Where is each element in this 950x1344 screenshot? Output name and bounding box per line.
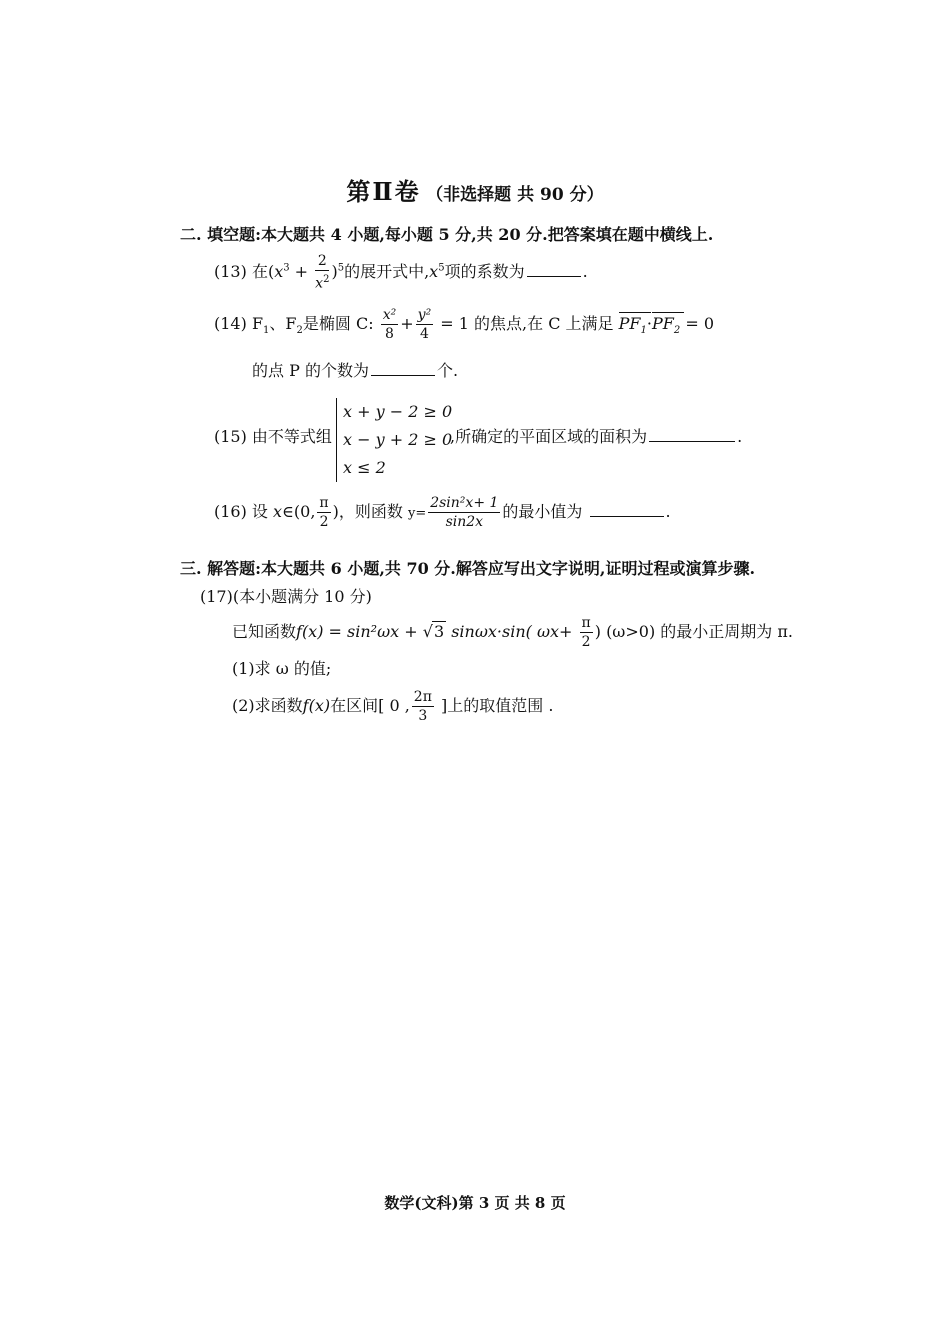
q16-text: 的最小值为 xyxy=(502,502,583,521)
section3-header: 三. 解答题:本大题共 6 小题,共 70 分.解答应写出文字说明,证明过程或演算步骤. xyxy=(180,559,756,578)
q17-eq: = sin²ωx + xyxy=(323,622,423,641)
q17-pi-num: π xyxy=(581,615,591,631)
question-16 xyxy=(214,494,671,531)
q14-eq1: = 1 的焦点,在 C 上满足 xyxy=(440,314,614,333)
q13-text2: 项的系数为 xyxy=(444,261,525,281)
q14-vec2-sub: 2 xyxy=(673,325,681,337)
q13-plus: + xyxy=(289,261,314,281)
q13-x3: x xyxy=(274,261,284,281)
q14-sep: 、F xyxy=(269,314,297,333)
q17-part2-mid: 在区间[ 0 , xyxy=(330,696,410,715)
q16-in: ∈(0, xyxy=(282,502,316,521)
q15-ineq-1: x + y − 2 ≥ 0 xyxy=(343,402,453,421)
q14-sub2: 2 xyxy=(296,325,303,337)
q17-pi-den: 2 xyxy=(581,634,591,650)
q15-number: (15) 由不等式组 xyxy=(214,427,332,446)
question-13 xyxy=(214,252,588,293)
q14-vec2-label: PF xyxy=(651,314,674,333)
q17-part2-pre: (2)求函数 xyxy=(232,696,303,715)
q16-y: y= xyxy=(407,506,427,521)
page-footer: 数学(文科)第 3 页 共 8 页 xyxy=(384,1194,566,1212)
q15-end: . xyxy=(737,427,743,446)
q13-number: (13) xyxy=(214,261,247,281)
q17-statement xyxy=(232,614,793,651)
q16-x: x xyxy=(273,502,283,521)
q16-answer-blank[interactable] xyxy=(590,502,664,517)
q14-fb-den: 4 xyxy=(419,326,429,342)
question-14-line2 xyxy=(252,358,458,381)
q16-f-den: sin2x xyxy=(445,514,484,530)
q14-fa-den: 8 xyxy=(385,326,394,342)
q17-iv-den: 3 xyxy=(418,708,428,724)
q13-x5exp: 5 xyxy=(438,262,445,274)
title-sub: （非选择题 共 90 分） xyxy=(426,185,604,205)
q13-answer-blank[interactable] xyxy=(527,262,581,277)
q14-f: F xyxy=(251,314,264,333)
q16-f-num: 2sin²x+ 1 xyxy=(430,495,499,511)
q13-exp5: 5 xyxy=(337,262,345,274)
q15-answer-blank[interactable] xyxy=(649,427,735,442)
q16-fraction-func xyxy=(428,494,500,531)
q14-vector-pf2 xyxy=(652,314,680,336)
q14-fraction-x xyxy=(381,306,399,343)
q14-plus: + xyxy=(400,314,414,333)
q16-number: (16) 设 xyxy=(214,502,268,521)
q15-ineq-2: x − y + 2 ≥ 0 xyxy=(343,430,453,449)
q16-fraction-pi xyxy=(317,494,330,531)
q13-post: ) xyxy=(331,261,338,281)
q17-fraction-pi xyxy=(580,614,593,651)
q13-exp3: 3 xyxy=(283,262,290,274)
q17-sqrt: 3 xyxy=(433,622,445,641)
question-15-tail xyxy=(450,424,742,447)
q17-iv-num: 2π xyxy=(413,689,432,705)
q17-line1-pre: 已知函数 xyxy=(232,622,297,641)
q14-fraction-y xyxy=(416,306,434,343)
q15-ineq-3: x ≤ 2 xyxy=(343,458,386,477)
q17-fx: f(x) xyxy=(296,622,324,641)
q14-number: (14) xyxy=(214,314,247,333)
q17-part2 xyxy=(232,688,553,725)
q16-pi-num: π xyxy=(319,495,329,511)
q17-part2-end: ]上的取值范围 . xyxy=(435,696,554,715)
section2-header: 二. 填空题:本大题共 4 小题,每小题 5 分,共 20 分.把答案填在题中横线上. xyxy=(180,225,714,244)
q14-answer-blank[interactable] xyxy=(371,361,435,376)
q13-x5: x xyxy=(429,261,439,281)
q14-line2: 的点 P 的个数为 xyxy=(252,361,369,380)
q14-fb-num: y² xyxy=(417,307,432,323)
q14-vec1-label: PF xyxy=(618,314,641,333)
q17-tail: ) (ω>0) 的最小正周期为 π. xyxy=(594,622,793,641)
q14-vector-pf1 xyxy=(619,314,647,336)
question-14 xyxy=(214,306,714,343)
q13-text: 的展开式中, xyxy=(344,261,430,281)
q14-eq0: = 0 xyxy=(685,314,714,333)
q17-part2-fx: f(x) xyxy=(302,696,331,715)
q16-close: )，则函数 xyxy=(332,502,403,521)
question-15 xyxy=(214,424,332,447)
q13-frac-den: x xyxy=(315,275,324,292)
q14-text1: 是椭圆 C: xyxy=(302,314,374,333)
q13-end: . xyxy=(582,261,588,281)
q17-part1: (1)求 ω 的值; xyxy=(232,659,332,678)
q16-end: . xyxy=(665,502,671,521)
q15-inequality-system xyxy=(336,398,452,482)
q13-pre: 在( xyxy=(251,261,275,281)
q17-head: (17)(本小题满分 10 分) xyxy=(200,587,372,606)
q14-fa-num: x² xyxy=(382,307,397,323)
q13-frac-num: 2 xyxy=(315,252,329,271)
title-main: 第Ⅱ卷 xyxy=(346,177,421,206)
page-title xyxy=(0,172,950,207)
q17-sqrt-sign: √ xyxy=(422,622,433,641)
q15-text: ,所确定的平面区域的面积为 xyxy=(450,427,648,446)
q17-fraction-interval xyxy=(412,688,434,725)
q17-rest: sinωx·sin( ωx+ xyxy=(446,622,578,641)
q16-pi-den: 2 xyxy=(319,514,329,530)
q13-frac-den-exp: 2 xyxy=(323,274,330,285)
q14-vec1-sub: 1 xyxy=(640,325,647,337)
q13-fraction xyxy=(315,252,329,293)
q14-dot: · xyxy=(646,314,652,333)
q14-sub1: 1 xyxy=(263,325,270,337)
q14-line2-end: 个. xyxy=(436,361,459,380)
